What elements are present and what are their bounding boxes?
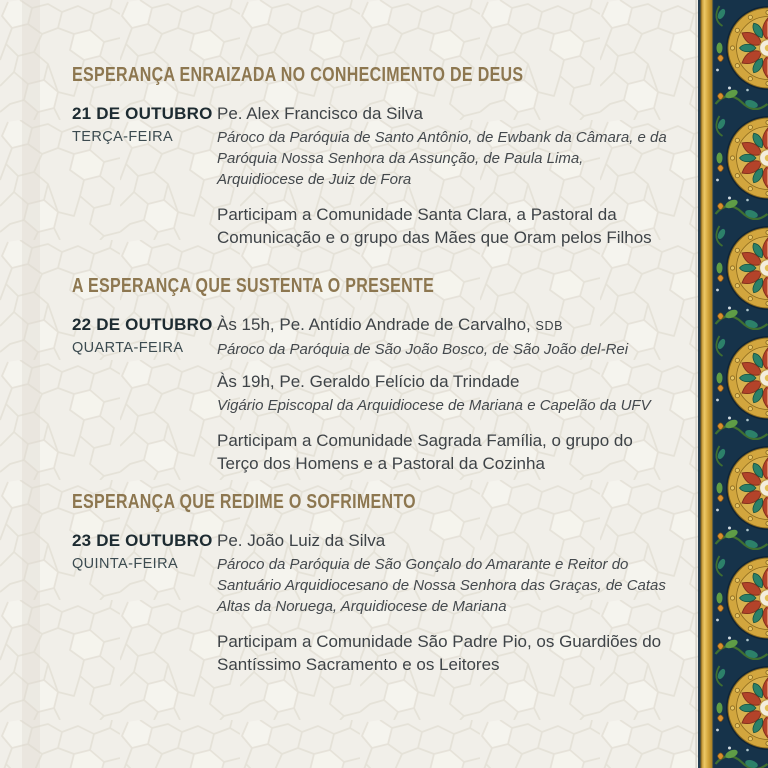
- detail-column: [217, 314, 672, 475]
- priest-name: Às 15h, Pe. Antídio Andrade de Carvalho,: [217, 315, 531, 334]
- priest-role: Pároco da Paróquia de Santo Antônio, de Ewbank da Câmara, e da Paróquia Nossa Senhora da Assunção, de Paula Lima, Arquidiocese de Juiz de Fora: [217, 129, 667, 188]
- ornamental-border: [690, 0, 768, 768]
- priest-name: Pe. Alex Francisco da Silva: [217, 104, 423, 123]
- weekday-label: QUINTA-FEIRA: [72, 556, 179, 572]
- date-column: [72, 530, 217, 572]
- priest-role: Pároco da Paróquia de São Gonçalo do Amarante e Reitor do Santuário Arquidiocesano de Nossa Senhora das Graças, de Catas Altas da Noruega, Arquidiocese de Mariana: [217, 556, 666, 615]
- schedule-entry: [217, 314, 672, 360]
- priest-order-suffix: SDB: [535, 319, 564, 333]
- detail-column: [217, 530, 672, 676]
- participants-text: Participam a Comunidade Santa Clara, a Pastoral da Comunicação e o grupo das Mães que Oram pelos Filhos: [217, 205, 652, 247]
- section-heading: ESPERANÇA ENRAIZADA NO CONHECIMENTO DE DEUS: [72, 64, 524, 86]
- priest-name: Pe. João Luiz da Silva: [217, 531, 386, 550]
- schedule-entry: [217, 530, 672, 617]
- date-label: 23 DE OUTUBRO: [72, 531, 213, 550]
- schedule-entry: [217, 103, 672, 190]
- weekday-label: TERÇA-FEIRA: [72, 129, 174, 145]
- date-column: [72, 314, 217, 356]
- participants-text: Participam a Comunidade Sagrada Família, o grupo do Terço dos Homens e a Pastoral da Cozinha: [217, 431, 633, 473]
- section-23-outubro: [72, 491, 672, 676]
- detail-column: [217, 103, 672, 249]
- priest-role: Pároco da Paróquia de São João Bosco, de São João del-Rei: [217, 341, 629, 358]
- section-heading: ESPERANÇA QUE REDIME O SOFRIMENTO: [72, 491, 416, 513]
- participants-text: Participam a Comunidade São Padre Pio, os Guardiões do Santíssimo Sacramento e os Leitores: [217, 632, 662, 674]
- date-column: [72, 103, 217, 145]
- priest-role: Vigário Episcopal da Arquidiocese de Mariana e Capelão da UFV: [217, 397, 651, 414]
- date-label: 21 DE OUTUBRO: [72, 104, 213, 123]
- section-22-outubro: [72, 275, 672, 475]
- schedule-entry: [217, 371, 672, 416]
- weekday-label: QUARTA-FEIRA: [72, 340, 184, 356]
- section-21-outubro: [72, 64, 672, 249]
- date-label: 22 DE OUTUBRO: [72, 315, 213, 334]
- priest-name: Às 19h, Pe. Geraldo Felício da Trindade: [217, 372, 520, 391]
- section-heading: A ESPERANÇA QUE SUSTENTA O PRESENTE: [72, 275, 435, 297]
